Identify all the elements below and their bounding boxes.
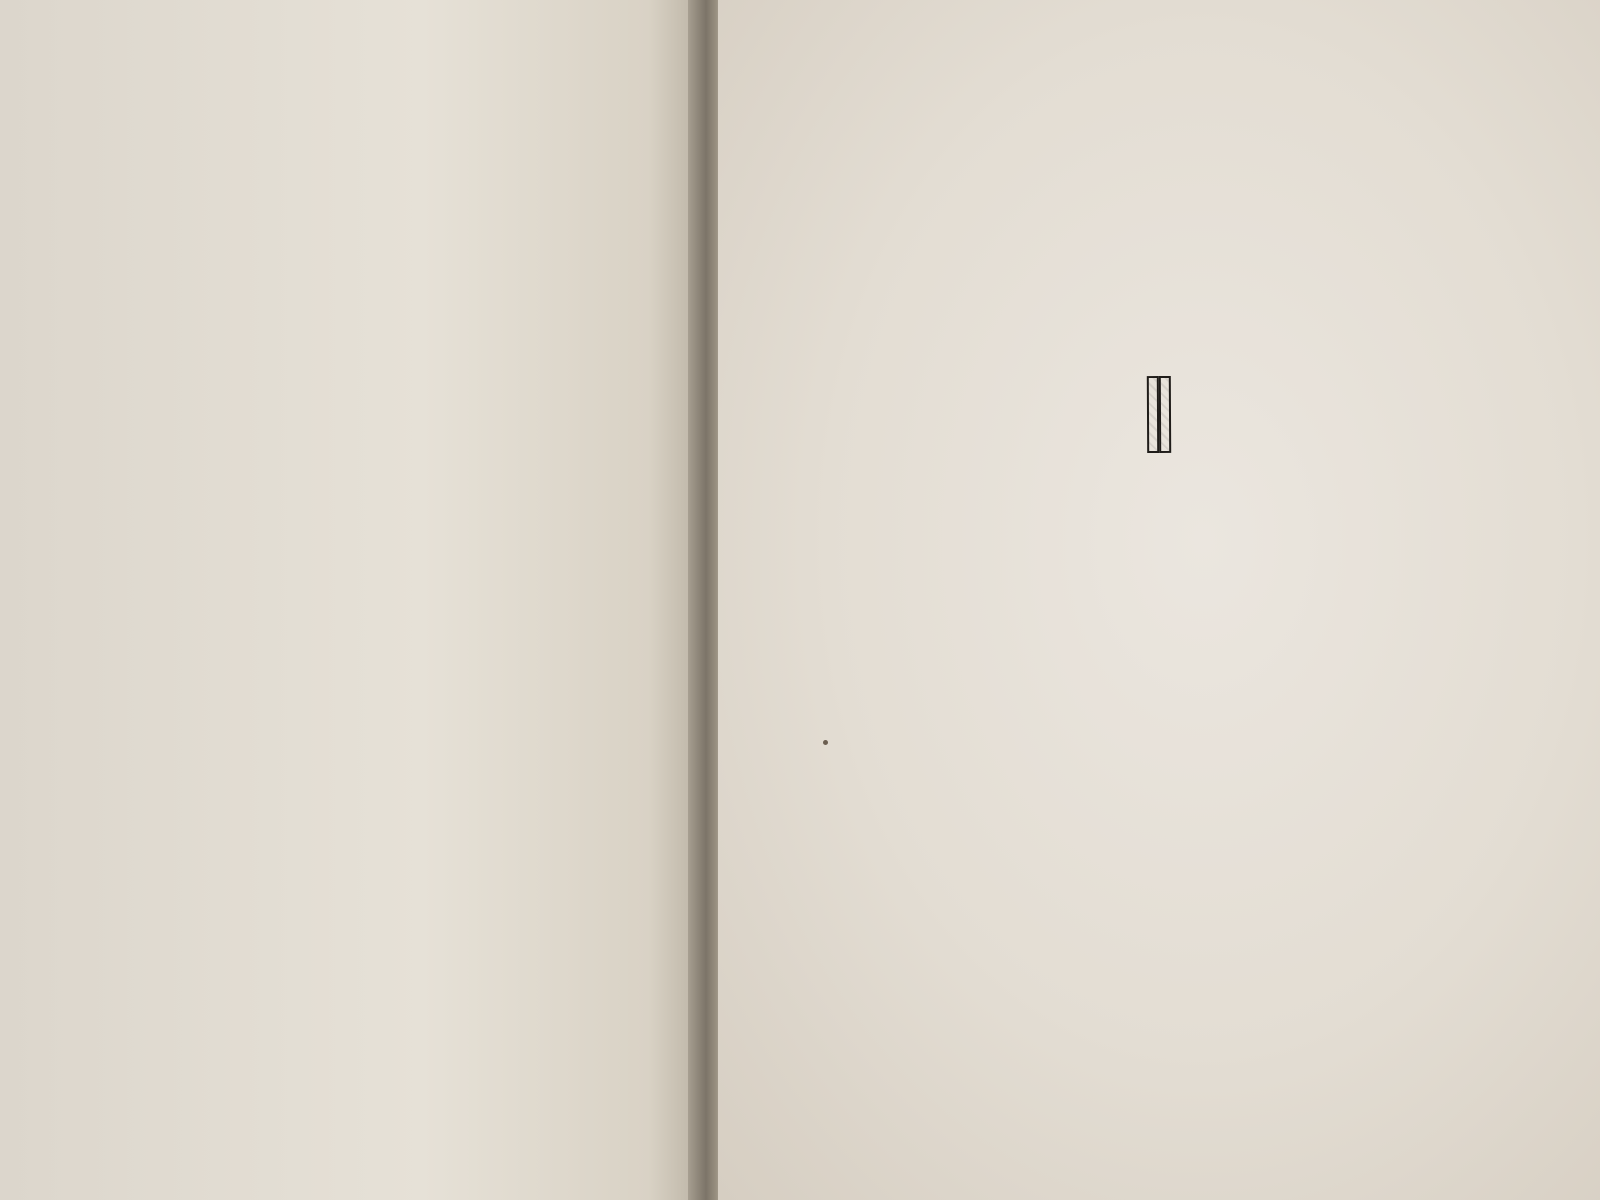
work-title-line2 <box>718 376 1600 454</box>
decorated-initial-b <box>1159 376 1171 453</box>
right-page <box>718 0 1600 1200</box>
left-page <box>0 0 705 1200</box>
left-page-text <box>0 0 660 29</box>
paper-speck <box>823 740 828 745</box>
decorated-initial-m <box>1147 376 1159 453</box>
recipient-title <box>718 167 1600 173</box>
